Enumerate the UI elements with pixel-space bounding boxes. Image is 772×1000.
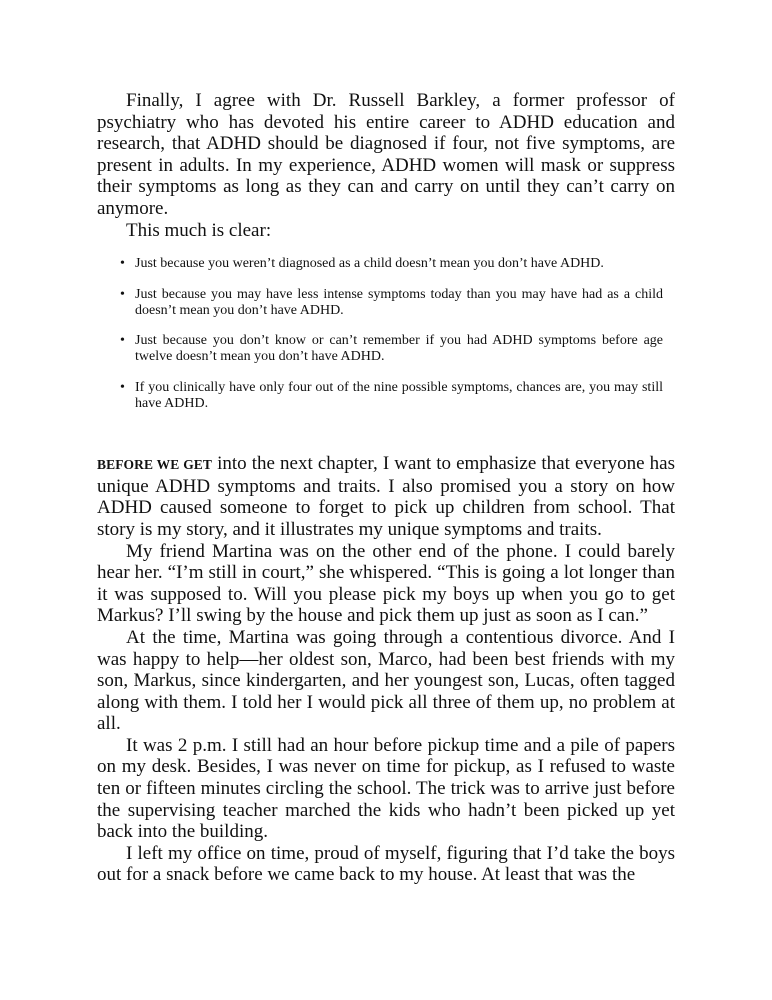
story-paragraph: I left my office on time, proud of myself, figuring that I’d take the boys out for a snack before we came back to my house. At least that was the [97,842,675,886]
story-paragraph: At the time, Martina was going through a contentious divorce. And I was happy to help—her oldest son, Marco, had been best friends with my son, Markus, since kindergarten, and her youngest son, Lucas, often tagged along with them. I told her I would pick all three of them up, no problem at all. [97,626,675,735]
bullet-text: If you clinically have only four out of the nine possible symptoms, chances are, you may still have ADHD. [135,379,663,411]
bullet-list [97,256,675,412]
section-break [97,426,675,453]
bullet-text: Just because you don’t know or can’t remember if you had ADHD symptoms before age twelve doesn’t mean you don’t have ADHD. [135,333,663,365]
section-opening-paragraph [97,453,675,540]
section-opening-text: into the next chapter, I want to emphasize that everyone has unique ADHD symptoms and traits. I also promised you a story on how ADHD caused someone to forget to pick up children from school. That story is my story, and it illustrates my unique symptoms and traits. [97,453,675,540]
bullet-icon: • [120,333,125,349]
clear-line: This much is clear: [126,219,272,241]
bullet-text: Just because you weren’t diagnosed as a child doesn’t mean you don’t have ADHD. [135,256,604,272]
bullet-item [120,333,675,365]
bullet-text: Just because you may have less intense symptoms today than you may have had as a child doesn’t mean you don’t have ADHD. [135,286,663,318]
bullet-icon: • [120,286,125,302]
section-lead-in: BEFORE WE GET [97,457,213,473]
story-paragraph: My friend Martina was on the other end of the phone. I could barely hear her. “I’m still in court,” she whispered. “This is going a lot longer than it was supposed to. Will you please pick my boys up when you go to get Markus? I’ll swing by the house and pick them up just as soon as I can.” [97,540,675,627]
book-page [97,90,675,886]
bullet-item [120,286,675,319]
bullet-icon: • [120,379,125,395]
story-paragraph: It was 2 p.m. I still had an hour before pickup time and a pile of papers on my desk. Besides, I was never on time for pickup, as I refused to waste ten or fifteen minutes circling the school. The trick was to arrive just before the supervising teacher marched the kids who hadn’t been picked up yet back into the building. [97,734,675,843]
bullet-item [120,379,675,412]
bullet-item [120,256,675,272]
bullet-icon: • [120,256,125,272]
intro-paragraph: Finally, I agree with Dr. Russell Barkley, a former professor of psychiatry who has devoted his entire career to ADHD education and research, that ADHD should be diagnosed if four, not five symptoms, are present in adults. In my experience, ADHD women will mask or suppress their symptoms as long as they can and carry on until they can’t carry on anymore. [97,90,675,219]
